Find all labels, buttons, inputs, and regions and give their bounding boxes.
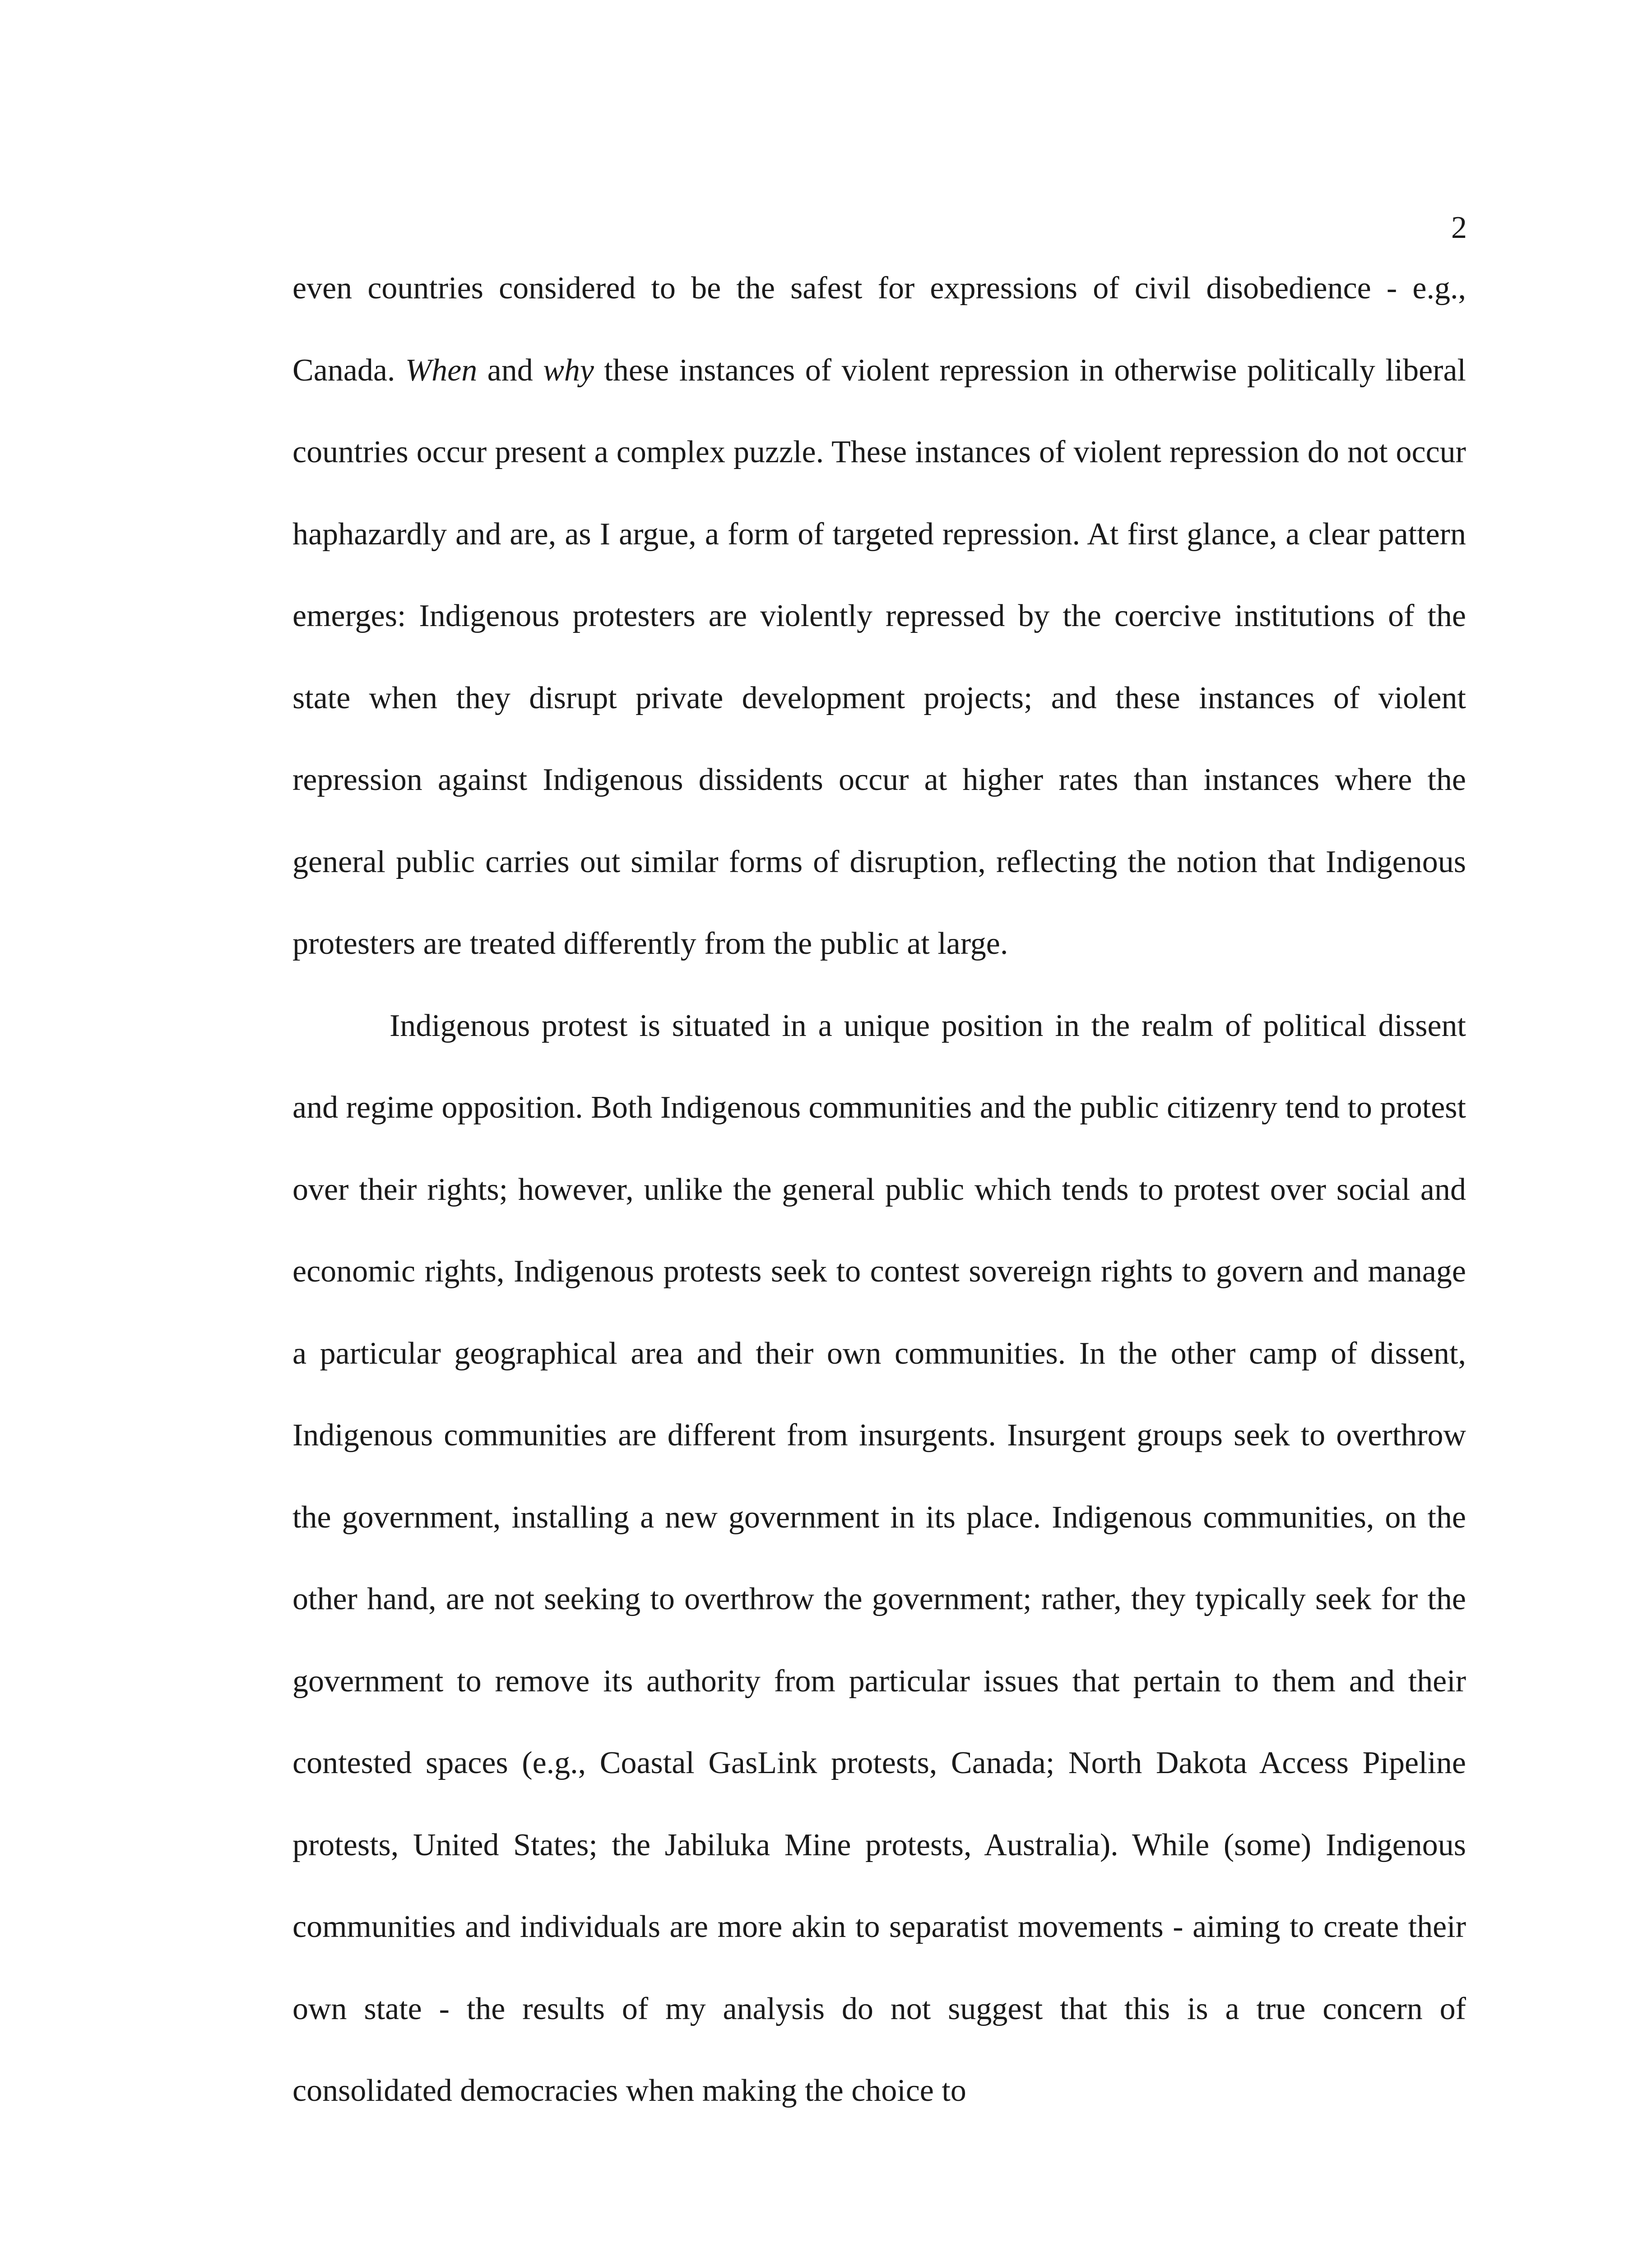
emphasis-why: why: [543, 353, 594, 388]
page-number: 2: [1451, 210, 1467, 245]
paragraph-1-text-a: even countries considered to be the safest for expressions of civil disobedience - e.g., Canada.: [292, 271, 1466, 388]
paragraph-1-text-c: these instances of violent repression in otherwise politically liberal countries occur present a complex puzzle. These instances of violent repression do not occur haphazardly and are, as I argue, a form of targeted repression. At first glance, a clear pattern emerges: Indigenous protesters are violently repressed by the coercive institutions of the state when they disrupt private development projects; and these instances of violent repression against Indigenous dissidents occur at higher rates than instances where the general public carries out similar forms of disruption, reflecting the notion that Indigenous protesters are treated differently from the public at large.: [292, 353, 1466, 961]
paragraph-2: Indigenous protest is situated in a unique position in the realm of political dissent and regime opposition. Both Indigenous communities and the public citizenry tend to protest over their rights; however, unlike the general public which tends to protest over social and economic rights, Indigenous protests seek to contest sovereign rights to govern and manage a particular geographical area and their own communities. In the other camp of dissent, Indigenous communities are different from insurgents. Insurgent groups seek to overthrow the government, installing a new government in its place. Indigenous communities, on the other hand, are not seeking to overthrow the government; rather, they typically seek for the government to remove its authority from particular issues that pertain to them and their contested spaces (e.g., Coastal GasLink protests, Canada; North Dakota Access Pipeline protests, United States; the Jabiluka Mine protests, Australia). While (some) Indigenous communities and individuals are more akin to separatist movements - aiming to create their own state - the results of my analysis do not suggest that this is a true concern of consolidated democracies when making the choice to: [292, 1008, 1466, 2108]
paragraph-1: [292, 247, 1466, 985]
body-text: [292, 247, 1466, 2132]
emphasis-when: When: [405, 353, 478, 388]
paragraph-1-text-b: and: [477, 353, 543, 388]
